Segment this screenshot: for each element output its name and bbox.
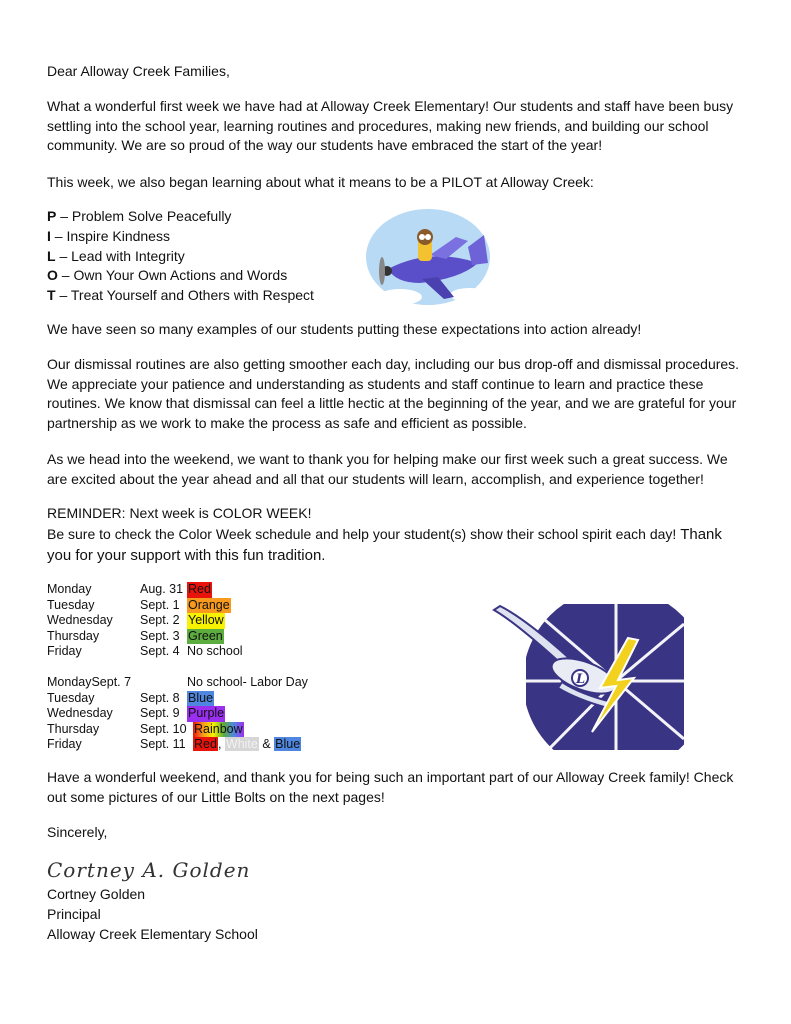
sincerely: Sincerely, [47,824,108,840]
color-week-reminder [47,504,747,566]
pilot-item-l: L – Lead with Integrity [47,247,185,264]
signer-school: Alloway Creek Elementary School [47,926,258,942]
weekend-paragraph: As we head into the weekend, we want to thank you for helping make our first week such a great success. We are excited about the year ahead and all that our students will learn, accomplish, and experience together! [47,451,728,487]
logo-letter: L [576,672,586,687]
schedule-row: Tuesday Sept. 8 Blue [47,690,214,705]
pilot-item-o: O – Own Your Own Actions and Words [47,267,288,284]
color-week-schedule-week1 [47,582,327,660]
little-bolts-logo [488,604,684,750]
signer-name: Cortney Golden [47,886,146,902]
pilot-list [47,207,314,306]
pilot-item-p: P – Problem Solve Peacefully [47,208,232,224]
pilot-intro-paragraph: This week, we also began learning about what it means to be a PILOT at Alloway Creek: [47,174,594,190]
schedule-row: Friday Sept. 11 Red, White & Blue [47,737,301,751]
closing-paragraph: Have a wonderful weekend, and thank you for being such an important part of our Alloway Creek family! Check out some pictures of our Little Bolts on the next pages! [47,769,734,805]
greeting: Dear Alloway Creek Families, [47,63,230,79]
intro-paragraph: What a wonderful first week we have had at Alloway Creek Elementary! Our students and staff have been busy settling into the school year, learning routines and procedures, making new friends, and building our school community. We are so proud of the way our students have embraced the start of the year! [47,98,734,153]
pilot-item-t: T – Treat Yourself and Others with Respect [47,287,314,304]
schedule-row: Thursday Sept. 3 Green [47,628,223,643]
schedule-row: MondaySept. 7 No school- Labor Day [47,675,308,689]
schedule-row: Wednesday Sept. 2 Yellow [47,613,224,627]
schedule-row: Monday Aug. 31 Red [47,582,211,596]
signature: Cortney A. Golden [47,858,251,882]
color-week-schedule-week2 [47,675,347,753]
reminder-heading: REMINDER: Next week is COLOR WEEK! [47,505,312,521]
reminder-text: Be sure to check the Color Week schedule and help your student(s) show their school spirit each day! Thank you for your support with this fun tradition. [47,525,722,564]
signer-title: Principal [47,906,101,922]
pilot-airplane-illustration [360,207,495,312]
schedule-row: Friday Sept. 4 No school [47,644,243,658]
signer-block [47,884,258,944]
expectations-paragraph: We have seen so many examples of our students putting these expectations into action already! [47,321,642,337]
schedule-row: Tuesday Sept. 1 Orange [47,597,230,612]
schedule-row: Thursday Sept. 10 Rainbow [47,721,243,736]
schedule-row: Wednesday Sept. 9 Purple [47,706,225,720]
dismissal-paragraph: Our dismissal routines are also getting smoother each day, including our bus drop-off and dismissal procedures. We appreciate your patience and understanding as students and staff continue to learn and practice these routines. We know that dismissal can feel a little hectic at the beginning of the year, and we are grateful for your partnership as we work to make the process as safe and efficient as possible. [47,356,740,431]
pilot-item-i: I – Inspire Kindness [47,227,170,244]
